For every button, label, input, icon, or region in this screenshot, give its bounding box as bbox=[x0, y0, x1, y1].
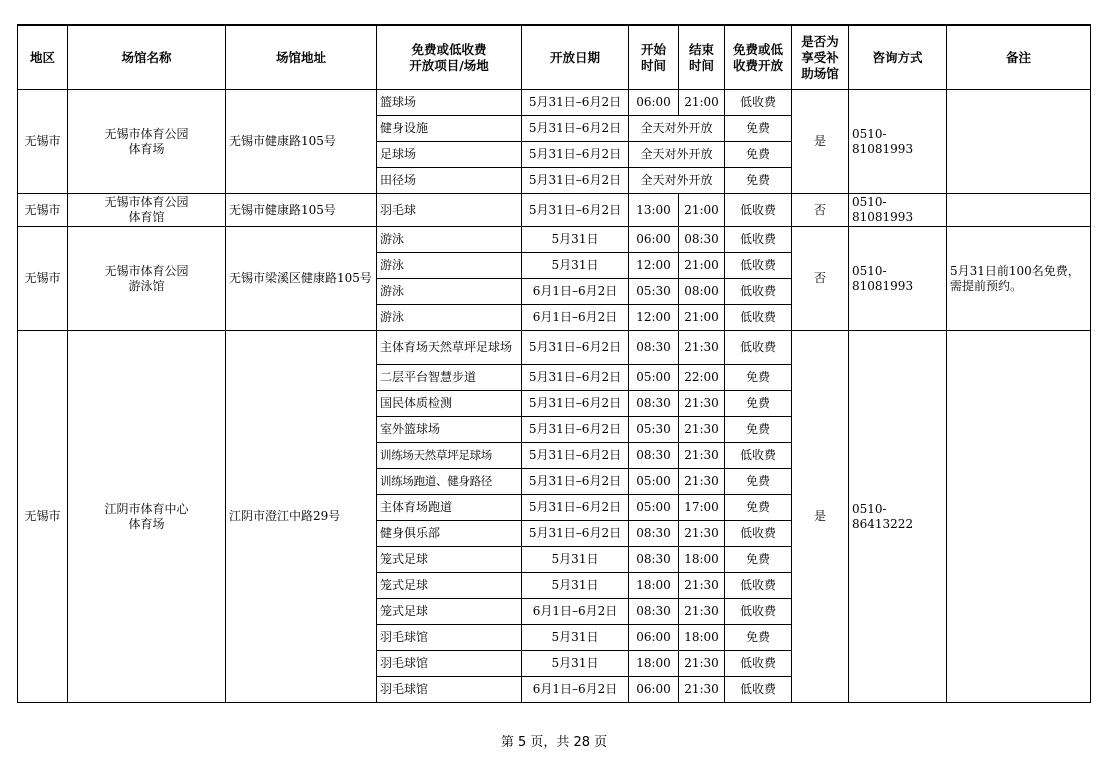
date-cell: 5月31日–6月2日 bbox=[522, 391, 629, 417]
end-time-cell: 17:00 bbox=[679, 495, 725, 521]
end-time-cell: 08:00 bbox=[679, 279, 725, 305]
date-cell: 5月31日–6月2日 bbox=[522, 194, 629, 227]
project-cell: 主体育场跑道 bbox=[377, 495, 522, 521]
start-time-cell: 05:00 bbox=[629, 365, 679, 391]
project-cell: 足球场 bbox=[377, 142, 522, 168]
fee-cell: 免费 bbox=[725, 469, 792, 495]
fee-cell: 低收费 bbox=[725, 443, 792, 469]
all-day-open-cell: 全天对外开放 bbox=[629, 116, 725, 142]
fee-cell: 免费 bbox=[725, 365, 792, 391]
fee-cell: 低收费 bbox=[725, 194, 792, 227]
end-time-cell: 21:00 bbox=[679, 305, 725, 331]
remark-cell bbox=[947, 90, 1091, 194]
header-open-date: 开放日期 bbox=[522, 25, 629, 90]
start-time-cell: 12:00 bbox=[629, 305, 679, 331]
date-cell: 6月1日–6月2日 bbox=[522, 677, 629, 703]
all-day-open-cell: 全天对外开放 bbox=[629, 168, 725, 194]
remark-cell bbox=[947, 194, 1091, 227]
table-row bbox=[18, 227, 1091, 253]
region-cell: 无锡市 bbox=[18, 194, 68, 227]
date-cell: 6月1日–6月2日 bbox=[522, 305, 629, 331]
end-time-cell: 21:30 bbox=[679, 651, 725, 677]
fee-cell: 低收费 bbox=[725, 253, 792, 279]
fee-cell: 低收费 bbox=[725, 331, 792, 365]
fee-cell: 低收费 bbox=[725, 521, 792, 547]
start-time-cell: 12:00 bbox=[629, 253, 679, 279]
table-row bbox=[18, 194, 1091, 227]
date-cell: 5月31日–6月2日 bbox=[522, 443, 629, 469]
project-cell: 游泳 bbox=[377, 305, 522, 331]
date-cell: 5月31日–6月2日 bbox=[522, 116, 629, 142]
end-time-cell: 18:00 bbox=[679, 547, 725, 573]
venue-name-cell: 无锡市体育公园 体育馆 bbox=[68, 194, 226, 227]
date-cell: 5月31日 bbox=[522, 625, 629, 651]
end-time-cell: 18:00 bbox=[679, 625, 725, 651]
start-time-cell: 08:30 bbox=[629, 521, 679, 547]
subsidy-cell: 否 bbox=[792, 194, 849, 227]
project-cell: 笼式足球 bbox=[377, 547, 522, 573]
start-time-cell: 05:30 bbox=[629, 279, 679, 305]
date-cell: 5月31日 bbox=[522, 547, 629, 573]
fee-cell: 低收费 bbox=[725, 573, 792, 599]
venue-address-cell: 无锡市梁溪区健康路105号 bbox=[226, 227, 377, 331]
project-cell: 游泳 bbox=[377, 279, 522, 305]
fee-cell: 免费 bbox=[725, 391, 792, 417]
date-cell: 5月31日–6月2日 bbox=[522, 521, 629, 547]
venue-name-cell: 无锡市体育公园 体育场 bbox=[68, 90, 226, 194]
end-time-cell: 21:30 bbox=[679, 331, 725, 365]
start-time-cell: 08:30 bbox=[629, 547, 679, 573]
contact-cell: 0510-86413222 bbox=[849, 331, 947, 703]
project-cell: 主体育场天然草坪足球场 bbox=[377, 331, 522, 365]
contact-cell: 0510-81081993 bbox=[849, 227, 947, 331]
subsidy-cell: 是 bbox=[792, 331, 849, 703]
venue-table bbox=[17, 24, 1091, 703]
fee-cell: 低收费 bbox=[725, 677, 792, 703]
table-row bbox=[18, 90, 1091, 116]
region-cell: 无锡市 bbox=[18, 331, 68, 703]
end-time-cell: 21:30 bbox=[679, 599, 725, 625]
end-time-cell: 21:30 bbox=[679, 521, 725, 547]
project-cell: 国民体质检测 bbox=[377, 391, 522, 417]
start-time-cell: 08:30 bbox=[629, 391, 679, 417]
start-time-cell: 18:00 bbox=[629, 573, 679, 599]
start-time-cell: 05:00 bbox=[629, 469, 679, 495]
date-cell: 5月31日–6月2日 bbox=[522, 469, 629, 495]
project-cell: 羽毛球 bbox=[377, 194, 522, 227]
fee-cell: 低收费 bbox=[725, 90, 792, 116]
date-cell: 5月31日 bbox=[522, 573, 629, 599]
region-cell: 无锡市 bbox=[18, 227, 68, 331]
end-time-cell: 21:30 bbox=[679, 677, 725, 703]
end-time-cell: 21:30 bbox=[679, 391, 725, 417]
start-time-cell: 18:00 bbox=[629, 651, 679, 677]
end-time-cell: 21:30 bbox=[679, 573, 725, 599]
project-cell: 游泳 bbox=[377, 227, 522, 253]
date-cell: 6月1日–6月2日 bbox=[522, 599, 629, 625]
date-cell: 5月31日–6月2日 bbox=[522, 90, 629, 116]
start-time-cell: 08:30 bbox=[629, 599, 679, 625]
project-cell: 游泳 bbox=[377, 253, 522, 279]
start-time-cell: 06:00 bbox=[629, 227, 679, 253]
contact-cell: 0510-81081993 bbox=[849, 90, 947, 194]
project-cell: 笼式足球 bbox=[377, 573, 522, 599]
start-time-cell: 06:00 bbox=[629, 90, 679, 116]
date-cell: 5月31日 bbox=[522, 651, 629, 677]
date-cell: 5月31日 bbox=[522, 253, 629, 279]
page bbox=[17, 24, 1090, 703]
project-cell: 健身俱乐部 bbox=[377, 521, 522, 547]
start-time-cell: 05:30 bbox=[629, 417, 679, 443]
fee-cell: 免费 bbox=[725, 625, 792, 651]
header-project: 免费或低收费 开放项目/场地 bbox=[377, 25, 522, 90]
project-cell: 笼式足球 bbox=[377, 599, 522, 625]
fee-cell: 低收费 bbox=[725, 227, 792, 253]
header-row bbox=[18, 25, 1091, 90]
project-cell: 健身设施 bbox=[377, 116, 522, 142]
header-remark: 备注 bbox=[947, 25, 1091, 90]
project-cell: 羽毛球馆 bbox=[377, 677, 522, 703]
table-row bbox=[18, 331, 1091, 365]
end-time-cell: 21:00 bbox=[679, 253, 725, 279]
end-time-cell: 21:30 bbox=[679, 469, 725, 495]
fee-cell: 低收费 bbox=[725, 279, 792, 305]
header-region: 地区 bbox=[18, 25, 68, 90]
header-fee-type: 免费或低 收费开放 bbox=[725, 25, 792, 90]
end-time-cell: 21:30 bbox=[679, 443, 725, 469]
date-cell: 5月31日–6月2日 bbox=[522, 142, 629, 168]
project-cell: 羽毛球馆 bbox=[377, 625, 522, 651]
start-time-cell: 08:30 bbox=[629, 331, 679, 365]
header-venue-name: 场馆名称 bbox=[68, 25, 226, 90]
contact-cell: 0510-81081993 bbox=[849, 194, 947, 227]
fee-cell: 免费 bbox=[725, 547, 792, 573]
fee-cell: 免费 bbox=[725, 142, 792, 168]
start-time-cell: 06:00 bbox=[629, 677, 679, 703]
project-cell: 训练场跑道、健身路径 bbox=[377, 469, 522, 495]
date-cell: 5月31日–6月2日 bbox=[522, 417, 629, 443]
project-cell: 篮球场 bbox=[377, 90, 522, 116]
venue-name-cell: 无锡市体育公园 游泳馆 bbox=[68, 227, 226, 331]
end-time-cell: 21:00 bbox=[679, 194, 725, 227]
venue-address-cell: 江阴市澄江中路29号 bbox=[226, 331, 377, 703]
remark-cell: 5月31日前100名免费，需提前预约。 bbox=[947, 227, 1091, 331]
fee-cell: 低收费 bbox=[725, 651, 792, 677]
venue-address-cell: 无锡市健康路105号 bbox=[226, 90, 377, 194]
start-time-cell: 06:00 bbox=[629, 625, 679, 651]
project-cell: 田径场 bbox=[377, 168, 522, 194]
project-cell: 室外篮球场 bbox=[377, 417, 522, 443]
end-time-cell: 08:30 bbox=[679, 227, 725, 253]
header-end-time: 结束 时间 bbox=[679, 25, 725, 90]
end-time-cell: 21:00 bbox=[679, 90, 725, 116]
header-venue-address: 场馆地址 bbox=[226, 25, 377, 90]
date-cell: 6月1日–6月2日 bbox=[522, 279, 629, 305]
header-subsidy: 是否为 享受补 助场馆 bbox=[792, 25, 849, 90]
fee-cell: 低收费 bbox=[725, 599, 792, 625]
venue-name-cell: 江阴市体育中心 体育场 bbox=[68, 331, 226, 703]
end-time-cell: 21:30 bbox=[679, 417, 725, 443]
fee-cell: 免费 bbox=[725, 417, 792, 443]
venue-address-cell: 无锡市健康路105号 bbox=[226, 194, 377, 227]
project-cell: 羽毛球馆 bbox=[377, 651, 522, 677]
fee-cell: 免费 bbox=[725, 495, 792, 521]
end-time-cell: 22:00 bbox=[679, 365, 725, 391]
start-time-cell: 05:00 bbox=[629, 495, 679, 521]
all-day-open-cell: 全天对外开放 bbox=[629, 142, 725, 168]
fee-cell: 低收费 bbox=[725, 305, 792, 331]
header-start-time: 开始 时间 bbox=[629, 25, 679, 90]
date-cell: 5月31日–6月2日 bbox=[522, 495, 629, 521]
remark-cell bbox=[947, 331, 1091, 703]
project-cell: 二层平台智慧步道 bbox=[377, 365, 522, 391]
start-time-cell: 08:30 bbox=[629, 443, 679, 469]
fee-cell: 免费 bbox=[725, 116, 792, 142]
date-cell: 5月31日–6月2日 bbox=[522, 168, 629, 194]
project-cell: 训练场天然草坪足球场 bbox=[377, 443, 522, 469]
start-time-cell: 13:00 bbox=[629, 194, 679, 227]
fee-cell: 免费 bbox=[725, 168, 792, 194]
date-cell: 5月31日–6月2日 bbox=[522, 365, 629, 391]
page-number: 第 5 页，共 28 页 bbox=[500, 735, 608, 750]
subsidy-cell: 否 bbox=[792, 227, 849, 331]
date-cell: 5月31日–6月2日 bbox=[522, 331, 629, 365]
subsidy-cell: 是 bbox=[792, 90, 849, 194]
header-contact: 咨询方式 bbox=[849, 25, 947, 90]
date-cell: 5月31日 bbox=[522, 227, 629, 253]
region-cell: 无锡市 bbox=[18, 90, 68, 194]
